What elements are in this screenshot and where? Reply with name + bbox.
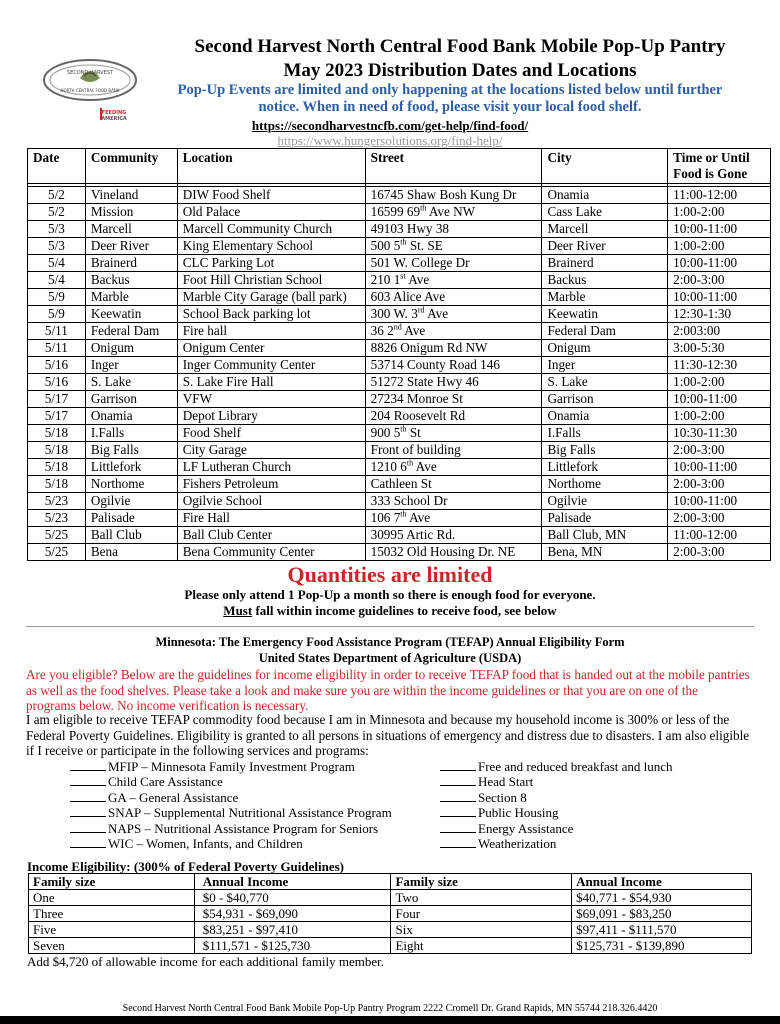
income-heading: Income Eligibility: (300% of Federal Poverty Guidelines) bbox=[27, 859, 345, 874]
income-header-size-2: Family size bbox=[391, 874, 572, 890]
annual-income-cell: $69,091 - $83,250 bbox=[572, 906, 752, 922]
income-row bbox=[29, 906, 752, 922]
community-cell: I.Falls bbox=[85, 425, 177, 442]
community-cell: Ball Club bbox=[85, 527, 177, 544]
community-cell: Keewatin bbox=[85, 306, 177, 323]
date-cell: 5/11 bbox=[28, 340, 86, 357]
income-header-row bbox=[29, 874, 752, 890]
program-item bbox=[70, 821, 392, 836]
annual-income-cell: $97,411 - $111,570 bbox=[572, 922, 752, 938]
schedule-row bbox=[28, 442, 771, 459]
program-item bbox=[440, 790, 673, 805]
time-cell: 11:00-12:00 bbox=[668, 527, 771, 544]
form-title: Minnesota: The Emergency Food Assistance Program (TEFAP) Annual Eligibility Form bbox=[155, 635, 625, 649]
program-label: GA – General Assistance bbox=[108, 789, 239, 805]
program-item bbox=[440, 759, 673, 774]
location-cell: Fishers Petroleum bbox=[177, 476, 365, 493]
city-cell: Garrison bbox=[542, 391, 668, 408]
find-food-link[interactable]: https://secondharvestncfb.com/get-help/find-food/ bbox=[251, 118, 529, 133]
time-cell: 1:00-2:00 bbox=[668, 238, 771, 255]
city-cell: Onamia bbox=[542, 187, 668, 204]
program-item bbox=[440, 821, 673, 836]
time-cell: 11:30-12:30 bbox=[668, 357, 771, 374]
street-cell: 900 5th St bbox=[365, 425, 542, 442]
divider bbox=[26, 626, 754, 627]
street-cell: 1210 6th Ave bbox=[365, 459, 542, 476]
schedule-row bbox=[28, 289, 771, 306]
program-item bbox=[440, 774, 673, 789]
street-cell: 51272 State Hwy 46 bbox=[365, 374, 542, 391]
community-cell: Federal Dam bbox=[85, 323, 177, 340]
annual-income-cell: $111,571 - $125,730 bbox=[194, 938, 391, 954]
date-cell: 5/23 bbox=[28, 493, 86, 510]
svg-text:AMERICA: AMERICA bbox=[101, 116, 127, 122]
city-cell: Northome bbox=[542, 476, 668, 493]
city-cell: Federal Dam bbox=[542, 323, 668, 340]
location-cell: Onigum Center bbox=[177, 340, 365, 357]
quantities-limited: Quantities are limited bbox=[287, 562, 493, 587]
checkbox-blank[interactable] bbox=[440, 759, 476, 771]
checkbox-blank[interactable] bbox=[70, 790, 106, 802]
schedule-row bbox=[28, 544, 771, 561]
must-rest: fall within income guidelines to receive food, see below bbox=[252, 603, 557, 618]
location-cell: Inger Community Center bbox=[177, 357, 365, 374]
title-line-1: Second Harvest North Central Food Bank Mobile Pop-Up Pantry bbox=[194, 36, 726, 57]
header-street: Street bbox=[365, 149, 542, 184]
schedule-row bbox=[28, 221, 771, 238]
checkbox-blank[interactable] bbox=[440, 805, 476, 817]
schedule-row bbox=[28, 476, 771, 493]
street-cell: 603 Alice Ave bbox=[365, 289, 542, 306]
hunger-solutions-link[interactable]: https://www.hungersolutions.org/find-help/ bbox=[277, 133, 503, 148]
svg-text:SECOND HARVEST: SECOND HARVEST bbox=[66, 70, 114, 76]
family-size-cell: One bbox=[29, 890, 195, 906]
location-cell: Foot Hill Christian School bbox=[177, 272, 365, 289]
community-cell: Brainerd bbox=[85, 255, 177, 272]
time-cell: 2:00-3:00 bbox=[668, 544, 771, 561]
community-cell: Backus bbox=[85, 272, 177, 289]
city-cell: Big Falls bbox=[542, 442, 668, 459]
header-time: Time or Until Food is Gone bbox=[668, 149, 771, 184]
program-label: MFIP – Minnesota Family Investment Program bbox=[108, 759, 355, 774]
time-cell: 2:00-3:00 bbox=[668, 442, 771, 459]
program-item bbox=[70, 759, 392, 774]
city-cell: Ball Club, MN bbox=[542, 527, 668, 544]
city-cell: Palisade bbox=[542, 510, 668, 527]
city-cell: Inger bbox=[542, 357, 668, 374]
time-cell: 10:30-11:30 bbox=[668, 425, 771, 442]
community-cell: Northome bbox=[85, 476, 177, 493]
street-cell: 501 W. College Dr bbox=[365, 255, 542, 272]
city-cell: Deer River bbox=[542, 238, 668, 255]
schedule-table bbox=[27, 148, 771, 561]
time-cell: 10:00-11:00 bbox=[668, 391, 771, 408]
location-cell: LF Lutheran Church bbox=[177, 459, 365, 476]
schedule-row bbox=[28, 187, 771, 204]
community-cell: Bena bbox=[85, 544, 177, 561]
street-cell: 300 W. 3rd Ave bbox=[365, 306, 542, 323]
street-cell: 27234 Monroe St bbox=[365, 391, 542, 408]
street-cell: 210 1st Ave bbox=[365, 272, 542, 289]
schedule-row bbox=[28, 510, 771, 527]
location-cell: Bena Community Center bbox=[177, 544, 365, 561]
street-cell: 204 Roosevelt Rd bbox=[365, 408, 542, 425]
program-label: Weatherization bbox=[478, 835, 557, 851]
date-cell: 5/18 bbox=[28, 476, 86, 493]
must-note bbox=[0, 603, 780, 619]
date-cell: 5/4 bbox=[28, 255, 86, 272]
time-cell: 10:00-11:00 bbox=[668, 459, 771, 476]
date-cell: 5/18 bbox=[28, 425, 86, 442]
community-cell: Mission bbox=[85, 204, 177, 221]
city-cell: S. Lake bbox=[542, 374, 668, 391]
income-header-size-1: Family size bbox=[29, 874, 195, 890]
location-cell: S. Lake Fire Hall bbox=[177, 374, 365, 391]
schedule-row bbox=[28, 340, 771, 357]
location-cell: Ball Club Center bbox=[177, 527, 365, 544]
city-cell: Littlefork bbox=[542, 459, 668, 476]
schedule-row bbox=[28, 306, 771, 323]
program-label: Head Start bbox=[478, 774, 534, 790]
notice-text bbox=[150, 82, 750, 116]
date-cell: 5/9 bbox=[28, 306, 86, 323]
annual-income-cell: $54,931 - $69,090 bbox=[194, 906, 391, 922]
location-cell: Old Palace bbox=[177, 204, 365, 221]
street-cell: 49103 Hwy 38 bbox=[365, 221, 542, 238]
community-cell: S. Lake bbox=[85, 374, 177, 391]
location-cell: Food Shelf bbox=[177, 425, 365, 442]
location-cell: City Garage bbox=[177, 442, 365, 459]
header-city: City bbox=[542, 149, 668, 184]
header-community: Community bbox=[85, 149, 177, 184]
time-cell: 2:003:00 bbox=[668, 323, 771, 340]
community-cell: Vineland bbox=[85, 187, 177, 204]
program-item bbox=[70, 805, 392, 820]
street-cell: 500 5th St. SE bbox=[365, 238, 542, 255]
family-size-cell: Five bbox=[29, 922, 195, 938]
time-cell: 12:30-1:30 bbox=[668, 306, 771, 323]
street-cell: 8826 Onigum Rd NW bbox=[365, 340, 542, 357]
program-label: WIC – Women, Infants, and Children bbox=[108, 835, 303, 851]
street-cell: 53714 County Road 146 bbox=[365, 357, 542, 374]
program-item bbox=[440, 805, 673, 820]
street-cell: 36 2nd Ave bbox=[365, 323, 542, 340]
city-cell: Keewatin bbox=[542, 306, 668, 323]
checkbox-blank[interactable] bbox=[440, 821, 476, 833]
attend-note: Please only attend 1 Pop-Up a month so there is enough food for everyone. bbox=[184, 587, 596, 602]
svg-text:FEEDING: FEEDING bbox=[101, 110, 127, 116]
date-cell: 5/3 bbox=[28, 221, 86, 238]
schedule-row bbox=[28, 459, 771, 476]
date-cell: 5/11 bbox=[28, 323, 86, 340]
program-item bbox=[70, 836, 392, 851]
community-cell: Marcell bbox=[85, 221, 177, 238]
location-cell: School Back parking lot bbox=[177, 306, 365, 323]
date-cell: 5/4 bbox=[28, 272, 86, 289]
annual-income-cell: $125,731 - $139,890 bbox=[572, 938, 752, 954]
header-location: Location bbox=[177, 149, 365, 184]
header-date: Date bbox=[28, 149, 86, 184]
family-size-cell: Four bbox=[391, 906, 572, 922]
schedule-row bbox=[28, 357, 771, 374]
location-cell: Ogilvie School bbox=[177, 493, 365, 510]
family-size-cell: Eight bbox=[391, 938, 572, 954]
date-cell: 5/17 bbox=[28, 391, 86, 408]
income-row bbox=[29, 938, 752, 954]
community-cell: Big Falls bbox=[85, 442, 177, 459]
time-cell: 1:00-2:00 bbox=[668, 204, 771, 221]
schedule-row bbox=[28, 323, 771, 340]
family-size-cell: Three bbox=[29, 906, 195, 922]
schedule-row bbox=[28, 272, 771, 289]
date-cell: 5/18 bbox=[28, 459, 86, 476]
footer-address: Second Harvest North Central Food Bank Mobile Pop-Up Pantry Program 2222 Cromell Dr. Grand Rapids, MN 55744 218.326.4420 bbox=[122, 1003, 658, 1014]
programs-left-list bbox=[70, 759, 392, 851]
annual-income-cell: $40,771 - $54,930 bbox=[572, 890, 752, 906]
street-cell: Cathleen St bbox=[365, 476, 542, 493]
checkbox-blank[interactable] bbox=[70, 759, 106, 771]
schedule-row bbox=[28, 255, 771, 272]
date-cell: 5/18 bbox=[28, 442, 86, 459]
checkbox-blank[interactable] bbox=[70, 821, 106, 833]
svg-text:NORTH CENTRAL FOOD BANK: NORTH CENTRAL FOOD BANK bbox=[60, 88, 120, 93]
schedule-row bbox=[28, 238, 771, 255]
street-cell: Front of building bbox=[365, 442, 542, 459]
eligibility-statement: I am eligible to receive TEFAP commodity food because I am in Minnesota and because my household income is 300% or less of the Federal Poverty Guidelines. Eligibility is granted to all persons in situations of emergency and distress due to disasters. I am also eligible if I receive or participate in the following services and programs: bbox=[26, 712, 750, 758]
city-cell: Bena, MN bbox=[542, 544, 668, 561]
schedule-row bbox=[28, 527, 771, 544]
location-cell: DIW Food Shelf bbox=[177, 187, 365, 204]
city-cell: Marcell bbox=[542, 221, 668, 238]
checkbox-blank[interactable] bbox=[70, 805, 106, 817]
street-cell: 106 7th Ave bbox=[365, 510, 542, 527]
schedule-row bbox=[28, 425, 771, 442]
income-row bbox=[29, 922, 752, 938]
notice-line-1: Pop-Up Events are limited and only happening at the locations listed below until further bbox=[177, 82, 723, 98]
date-cell: 5/2 bbox=[28, 187, 86, 204]
eligibility-red-paragraph: Are you eligible? Below are the guidelines for income eligibility in order to receive TEFAP food that is handed out at the mobile pantries as well as the food shelves. Please take a look and make sure you are within the income guidelines or that you are on one of the programs below. No income verification is necessary. bbox=[26, 667, 750, 713]
city-cell: Marble bbox=[542, 289, 668, 306]
second-harvest-logo bbox=[40, 52, 140, 130]
community-cell: Palisade bbox=[85, 510, 177, 527]
income-row bbox=[29, 890, 752, 906]
time-cell: 10:00-11:00 bbox=[668, 221, 771, 238]
date-cell: 5/17 bbox=[28, 408, 86, 425]
location-cell: King Elementary School bbox=[177, 238, 365, 255]
income-header-income-2: Annual Income bbox=[572, 874, 752, 890]
date-cell: 5/23 bbox=[28, 510, 86, 527]
title-line-2: May 2023 Distribution Dates and Locations bbox=[283, 60, 637, 81]
program-label: Child Care Assistance bbox=[108, 774, 223, 790]
programs-right-list bbox=[440, 759, 673, 851]
community-cell: Garrison bbox=[85, 391, 177, 408]
community-cell: Ogilvie bbox=[85, 493, 177, 510]
community-cell: Marble bbox=[85, 289, 177, 306]
program-item bbox=[440, 836, 673, 851]
time-cell: 10:00-11:00 bbox=[668, 289, 771, 306]
city-cell: Brainerd bbox=[542, 255, 668, 272]
time-cell: 1:00-2:00 bbox=[668, 374, 771, 391]
city-cell: Onigum bbox=[542, 340, 668, 357]
program-item bbox=[70, 790, 392, 805]
community-cell: Littlefork bbox=[85, 459, 177, 476]
date-cell: 5/16 bbox=[28, 357, 86, 374]
program-label: NAPS – Nutritional Assistance Program for Seniors bbox=[108, 820, 379, 836]
date-cell: 5/3 bbox=[28, 238, 86, 255]
program-label: Free and reduced breakfast and lunch bbox=[478, 759, 673, 774]
checkbox-blank[interactable] bbox=[440, 774, 476, 786]
date-cell: 5/9 bbox=[28, 289, 86, 306]
time-cell: 11:00-12:00 bbox=[668, 187, 771, 204]
schedule-row bbox=[28, 391, 771, 408]
location-cell: VFW bbox=[177, 391, 365, 408]
location-cell: Marble City Garage (ball park) bbox=[177, 289, 365, 306]
income-table bbox=[28, 873, 752, 954]
time-cell: 2:00-3:00 bbox=[668, 510, 771, 527]
street-cell: 333 School Dr bbox=[365, 493, 542, 510]
community-cell: Deer River bbox=[85, 238, 177, 255]
program-item bbox=[70, 774, 392, 789]
location-cell: Fire hall bbox=[177, 323, 365, 340]
time-cell: 2:00-3:00 bbox=[668, 272, 771, 289]
checkbox-blank[interactable] bbox=[440, 790, 476, 802]
time-cell: 1:00-2:00 bbox=[668, 408, 771, 425]
additional-member-note: Add $4,720 of allowable income for each additional family member. bbox=[27, 954, 385, 969]
city-cell: Cass Lake bbox=[542, 204, 668, 221]
city-cell: I.Falls bbox=[542, 425, 668, 442]
program-label: Public Housing bbox=[478, 805, 559, 821]
must-word: Must bbox=[223, 603, 253, 618]
location-cell: Fire Hall bbox=[177, 510, 365, 527]
street-cell: 15032 Old Housing Dr. NE bbox=[365, 544, 542, 561]
checkbox-blank[interactable] bbox=[70, 774, 106, 786]
checkbox-blank[interactable] bbox=[70, 836, 106, 848]
time-cell: 3:00-5:30 bbox=[668, 340, 771, 357]
date-cell: 5/25 bbox=[28, 527, 86, 544]
family-size-cell: Two bbox=[391, 890, 572, 906]
income-header-income-1: Annual Income bbox=[194, 874, 391, 890]
location-cell: CLC Parking Lot bbox=[177, 255, 365, 272]
program-label: SNAP – Supplemental Nutritional Assistance Program bbox=[108, 805, 392, 821]
schedule-row bbox=[28, 408, 771, 425]
date-cell: 5/25 bbox=[28, 544, 86, 561]
schedule-row bbox=[28, 493, 771, 510]
family-size-cell: Seven bbox=[29, 938, 195, 954]
date-cell: 5/16 bbox=[28, 374, 86, 391]
street-cell: 16745 Shaw Bosh Kung Dr bbox=[365, 187, 542, 204]
annual-income-cell: $0 - $40,770 bbox=[194, 890, 391, 906]
city-cell: Backus bbox=[542, 272, 668, 289]
street-cell: 16599 69th Ave NW bbox=[365, 204, 542, 221]
time-cell: 2:00-3:00 bbox=[668, 476, 771, 493]
community-cell: Onamia bbox=[85, 408, 177, 425]
schedule-row bbox=[28, 204, 771, 221]
city-cell: Ogilvie bbox=[542, 493, 668, 510]
city-cell: Onamia bbox=[542, 408, 668, 425]
annual-income-cell: $83,251 - $97,410 bbox=[194, 922, 391, 938]
program-label: Section 8 bbox=[478, 789, 527, 805]
checkbox-blank[interactable] bbox=[440, 836, 476, 848]
bottom-bar bbox=[0, 1016, 780, 1024]
time-cell: 10:00-11:00 bbox=[668, 493, 771, 510]
street-cell: 30995 Artic Rd. bbox=[365, 527, 542, 544]
location-cell: Depot Library bbox=[177, 408, 365, 425]
notice-line-2: notice. When in need of food, please visit your local food shelf. bbox=[258, 99, 642, 115]
schedule-row bbox=[28, 374, 771, 391]
form-subtitle: United States Department of Agriculture (USDA) bbox=[258, 651, 522, 665]
family-size-cell: Six bbox=[391, 922, 572, 938]
community-cell: Onigum bbox=[85, 340, 177, 357]
date-cell: 5/2 bbox=[28, 204, 86, 221]
community-cell: Inger bbox=[85, 357, 177, 374]
program-label: Energy Assistance bbox=[478, 820, 574, 836]
schedule-header-row bbox=[28, 149, 771, 184]
time-cell: 10:00-11:00 bbox=[668, 255, 771, 272]
location-cell: Marcell Community Church bbox=[177, 221, 365, 238]
